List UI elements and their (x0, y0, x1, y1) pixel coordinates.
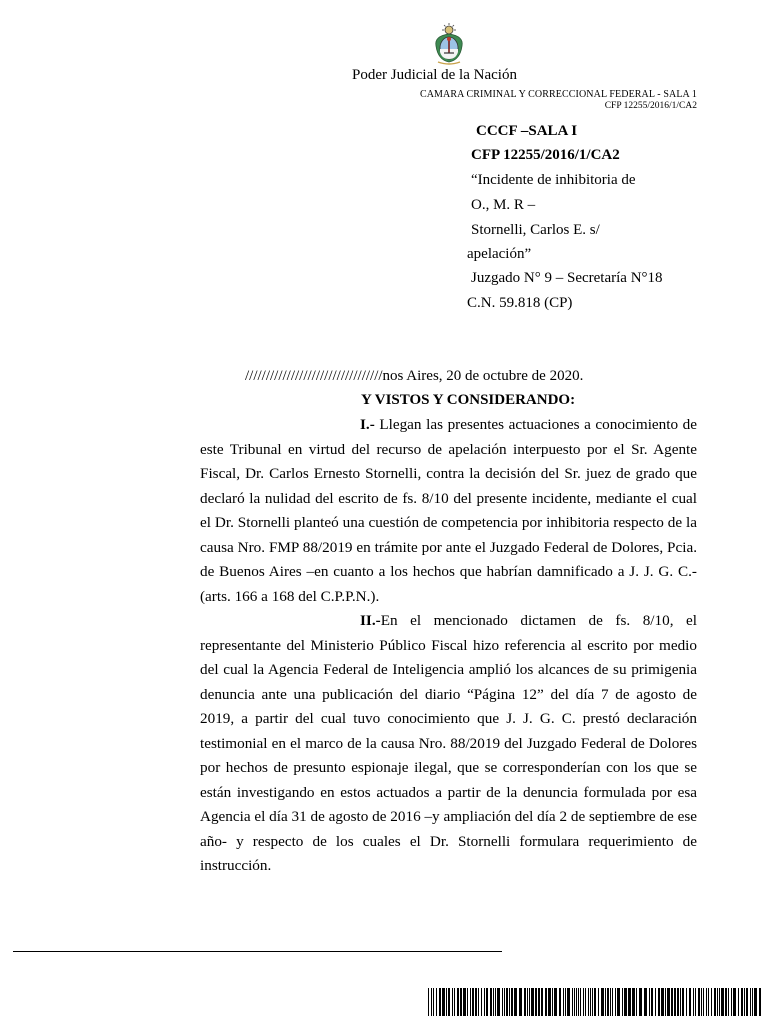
caption-title-line-4: apelación” (467, 246, 532, 262)
paragraph-2-label: II.- (360, 612, 381, 629)
paragraph-1 (200, 413, 697, 609)
date-line: /////////////////////////////////nos Aires, 20 de octubre de 2020. (245, 368, 584, 384)
caption-title-line-1: “Incidente de inhibitoria de (471, 172, 636, 188)
caption-cn-number: C.N. 59.818 (CP) (467, 295, 573, 311)
caption-sala: CCCF –SALA I (476, 123, 578, 139)
caption-title-line-3: Stornelli, Carlos E. s/ (471, 222, 600, 238)
institution-name: Poder Judicial de la Nación (352, 67, 517, 83)
document-body (200, 413, 697, 879)
coat-of-arms-icon (430, 22, 468, 66)
paragraph-1-text: Llegan las presentes actuaciones a conocimiento de este Tribunal en virtud del recurso de apelación interpuesto por el Sr. Agente Fiscal, Dr. Carlos Ernesto Stornelli, contra la decisión del Sr. juez de grado que declaró la nulidad del escrito de fs. 8/10 del presente incidente, mediante el cual el Dr. Stornelli planteó una cuestión de competencia por inhibitoria respecto de la causa Nro. FMP 88/2019 en trámite por ante el Juzgado Federal de Dolores, Pcia. de Buenos Aires –en cuanto a los hechos que habrían damnificado a J. J. G. C.- (arts. 166 a 168 del C.P.P.N.). (200, 416, 697, 605)
barcode-icon (428, 988, 764, 1016)
caption-court: Juzgado N° 9 – Secretaría N°18 (471, 270, 663, 286)
footer-rule (13, 951, 502, 952)
paragraph-2-text: En el mencionado dictamen de fs. 8/10, el representante del Ministerio Público Fiscal hizo referencia al escrito por medio del cual la Agencia Federal de Inteligencia amplió los alcances de su primigenia denuncia ante una publicación del diario “Página 12” del día 7 de agosto de 2019, a partir del cual tuvo conocimiento que J. J. G. C. prestó declaración testimonial en el marco de la causa Nro. 88/2019 del Juzgado Federal de Dolores por hechos de presunto espionaje ilegal, que se corresponderían con los que se están investigando en estos actuados a partir de la denuncia formulada por esa Agencia el día 31 de agosto de 2016 –y ampliación del día 2 de septiembre de ese año- y respecto de los cuales el Dr. Stornelli formulara requerimiento de instrucción. (200, 612, 697, 874)
header-case-reference: CFP 12255/2016/1/CA2 (604, 101, 697, 111)
chamber-name: CAMARA CRIMINAL Y CORRECCIONAL FEDERAL - SALA 1 (419, 89, 697, 100)
paragraph-2 (200, 609, 697, 879)
caption-file-number: CFP 12255/2016/1/CA2 (471, 147, 620, 163)
section-heading: Y VISTOS Y CONSIDERANDO: (361, 392, 576, 408)
paragraph-1-label: I.- (360, 416, 375, 433)
caption-title-line-2: O., M. R – (471, 197, 536, 213)
